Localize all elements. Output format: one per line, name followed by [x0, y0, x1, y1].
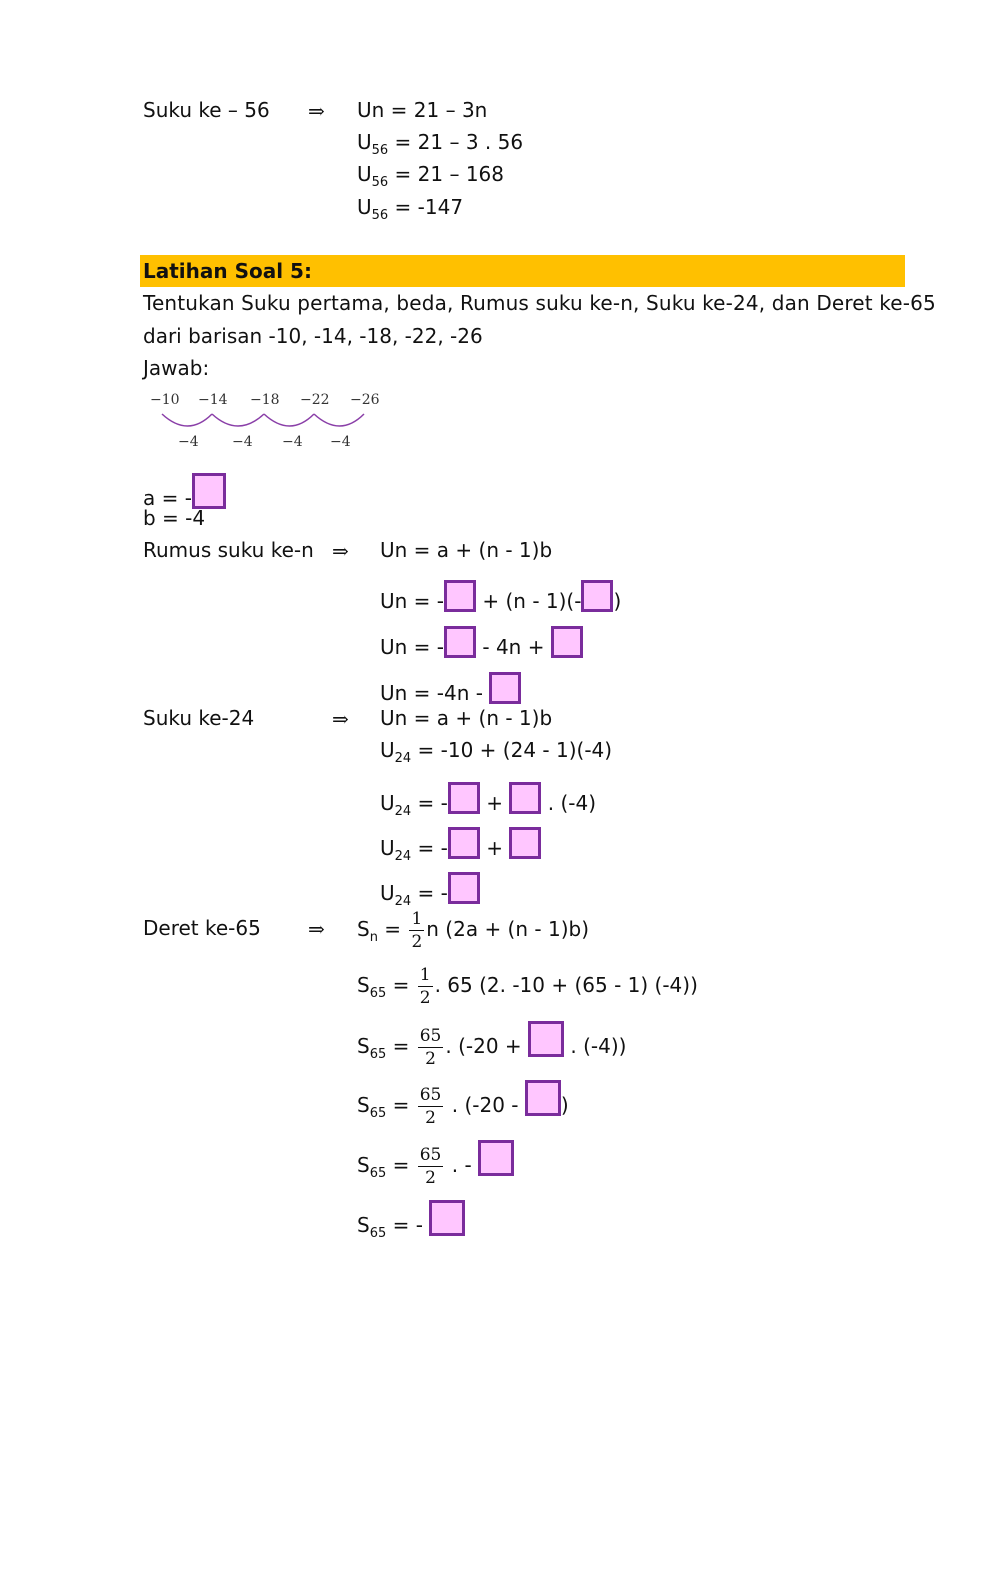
deret-line-2: $S_{65}$ = $\frac{1}{2}$ . 65 (2. -10 + (65 - 1) (-4)): [357, 965, 698, 1008]
exercise-title: Latihan Soal 5:: [143, 259, 312, 283]
rumus-line-1: Un = a + (n - 1)b: [380, 538, 553, 562]
diagram-diff: −4: [282, 434, 303, 450]
diagram-diff: −4: [178, 434, 199, 450]
answer-box[interactable]: [525, 1080, 561, 1116]
deret-line-1: $S_n$ = $\frac{1}{2}$ n (2a + (n - 1)b): [357, 909, 589, 952]
prev-line-3: $U_{56} = 21 - 168$: [357, 162, 504, 190]
rumus-line-3: Un = - - 4n +: [380, 626, 583, 660]
suku24-line-4: $U_{24}$ = - +: [380, 827, 541, 861]
prev-line-4: $U_{56} = -147$: [357, 195, 464, 223]
rumus-line-2: Un = - + (n - 1)(- ): [380, 580, 621, 614]
answer-box[interactable]: [444, 580, 476, 612]
fraction: $\frac{65}{2}$: [419, 1026, 442, 1069]
diagram-arc: [212, 414, 264, 426]
diagram-arc: [314, 414, 364, 426]
suku24-line-2: $U_{24} = -10 + (24 - 1)(-4)$: [380, 738, 613, 766]
answer-box[interactable]: [429, 1200, 465, 1236]
question-line-2: dari barisan -10, -14, -18, -22, -26: [143, 324, 483, 348]
deret-line-6: $S_{65}$ = -: [357, 1200, 465, 1245]
diagram-diff: −4: [330, 434, 351, 450]
diagram-term: −22: [300, 392, 330, 408]
diagram-diff: −4: [232, 434, 253, 450]
answer-box[interactable]: [551, 626, 583, 658]
diagram-term: −14: [198, 392, 228, 408]
fraction: $\frac{65}{2}$: [419, 1145, 442, 1188]
rumus-label: Rumus suku ke-n: [143, 538, 314, 562]
b-line: b = -4: [143, 506, 206, 530]
deret-line-4: $S_{65}$ = $\frac{65}{2}$ . (-20 - ): [357, 1080, 569, 1129]
answer-box[interactable]: [478, 1140, 514, 1176]
prev-line-1: Un = 21 – 3n: [357, 98, 488, 122]
answer-box[interactable]: [448, 872, 480, 904]
answer-box[interactable]: [528, 1021, 564, 1057]
diagram-arc: [162, 414, 212, 426]
answer-box[interactable]: [448, 782, 480, 814]
implies-arrow: ⇒: [308, 917, 325, 941]
answer-label: Jawab:: [143, 356, 210, 380]
deret-line-5: $S_{65}$ = $\frac{65}{2}$ . -: [357, 1140, 514, 1189]
fraction: $\frac{1}{2}$: [419, 965, 431, 1008]
answer-box[interactable]: [581, 580, 613, 612]
implies-arrow: ⇒: [308, 99, 325, 123]
answer-box[interactable]: [444, 626, 476, 658]
rumus-line-4: Un = -4n -: [380, 672, 521, 706]
suku24-line-1: Un = a + (n - 1)b: [380, 706, 553, 730]
fraction: $\frac{65}{2}$: [419, 1085, 442, 1128]
deret-label: Deret ke-65: [143, 916, 261, 940]
question-line-1: Tentukan Suku pertama, beda, Rumus suku ke-n, Suku ke-24, dan Deret ke-65: [143, 291, 936, 315]
answer-box[interactable]: [448, 827, 480, 859]
prev-label: Suku ke – 56: [143, 98, 270, 122]
implies-arrow: ⇒: [332, 539, 349, 563]
a-line: a = -: [143, 473, 226, 511]
sequence-diagram: [148, 388, 388, 454]
fraction: $\frac{1}{2}$: [411, 909, 423, 952]
prev-line-2: $U_{56} = 21 - 3$ . 56: [357, 130, 524, 158]
answer-box[interactable]: [509, 782, 541, 814]
answer-box[interactable]: [509, 827, 541, 859]
answer-box[interactable]: [489, 672, 521, 704]
diagram-arc: [264, 414, 314, 426]
diagram-term: −10: [150, 392, 180, 408]
answer-box-a[interactable]: [192, 473, 226, 509]
suku24-label: Suku ke-24: [143, 706, 255, 730]
implies-arrow: ⇒: [332, 707, 349, 731]
suku24-line-3: $U_{24}$ = - + . (-4): [380, 782, 596, 816]
deret-line-3: $S_{65}$ = $\frac{65}{2}$ . (-20 + . (-4)): [357, 1021, 626, 1070]
diagram-term: −26: [350, 392, 380, 408]
suku24-line-5: $U_{24}$ = -: [380, 872, 480, 906]
diagram-term: −18: [250, 392, 280, 408]
